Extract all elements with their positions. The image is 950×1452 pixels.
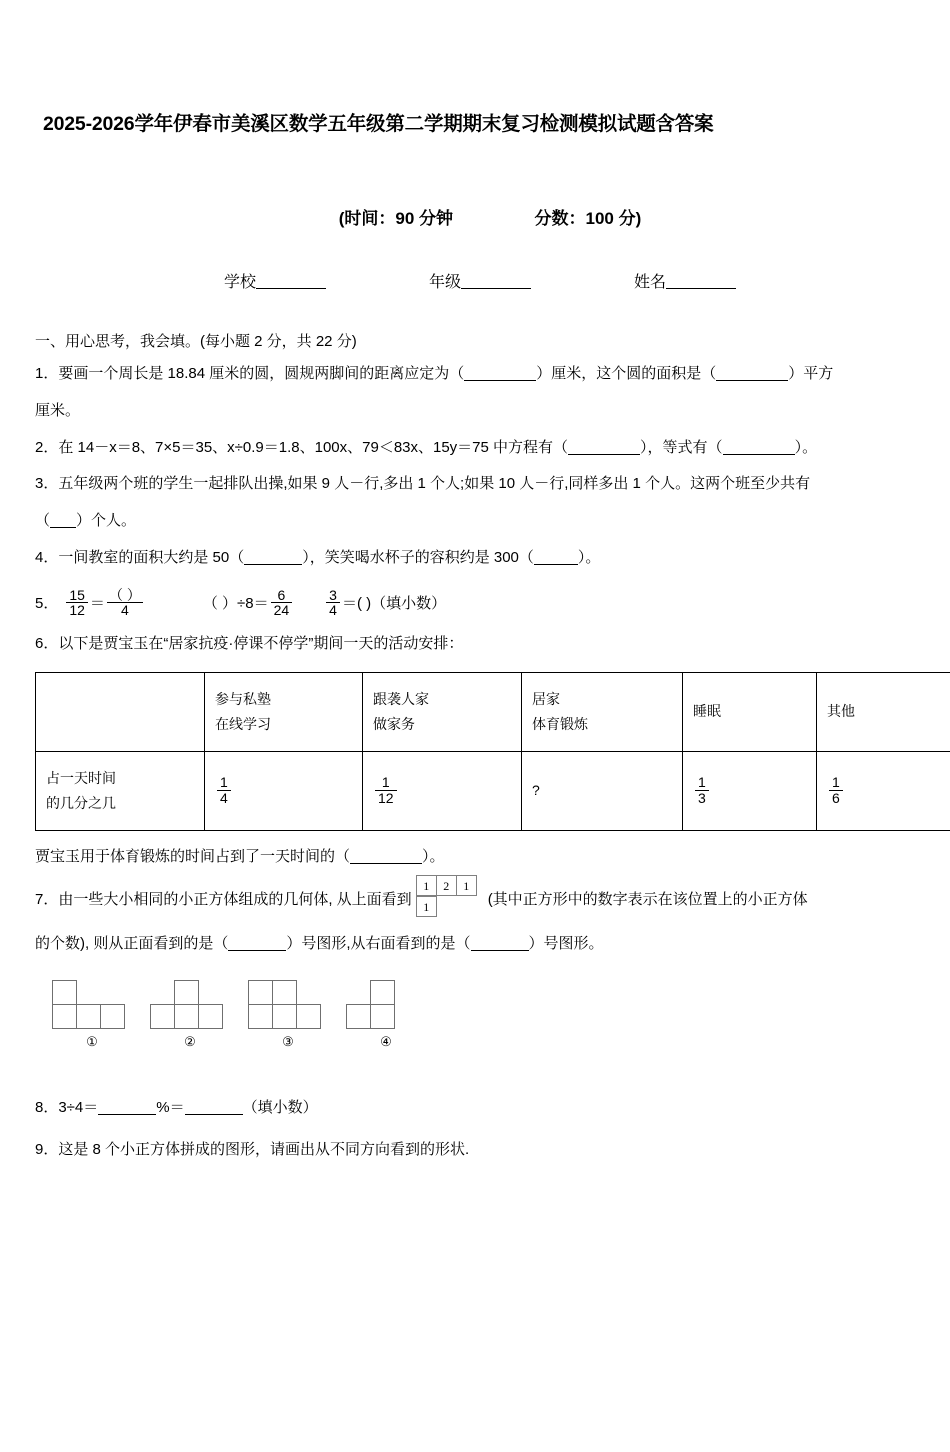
q1-blank-2[interactable] [716, 380, 788, 381]
shape-option-2 [141, 980, 239, 1050]
table-header-cell-1 [205, 672, 363, 751]
table-header-row [36, 672, 950, 751]
name-field [634, 269, 736, 292]
q4-blank-2[interactable] [534, 564, 578, 565]
shape-2-cell-r0c1 [174, 980, 199, 1005]
shape-4-cell-r0c1 [370, 980, 395, 1005]
shape-options [43, 980, 915, 1050]
q2-blank-2[interactable] [723, 454, 795, 455]
row-label-line1: 占一天时间 [46, 766, 194, 791]
question-3-cont [35, 507, 915, 535]
exam-page [0, 108, 950, 1452]
q8-text-a: 3÷4＝ [58, 1099, 98, 1116]
q5-number: 5． [35, 592, 58, 613]
q7-text-a: 由一些大小相同的小正方体组成的几何体, 从上面看到 [58, 891, 411, 908]
q7-blank-2[interactable] [471, 950, 529, 951]
q2-text-b: ），等式有（ [640, 439, 723, 456]
header-3-line2: 体育锻炼 [532, 712, 672, 737]
question-1 [35, 360, 915, 388]
name-blank[interactable] [666, 288, 736, 289]
q1-text-c: ）平方 [788, 365, 833, 382]
exam-score: 分数：100 分) [535, 209, 642, 228]
q3-text-c: ）个人。 [76, 512, 136, 529]
q7-blank-1[interactable] [228, 950, 286, 951]
q8-text-c: （填小数） [243, 1099, 318, 1116]
cell-fraction-0 [217, 775, 231, 805]
q6-number: 6． [35, 635, 58, 652]
q2-text-a: 在 14－x＝8、7×5＝35、x÷0.9＝1.8、100x、79＜83x、15y＝75 中方程有（ [58, 439, 568, 456]
shape-1-label: ① [43, 1034, 141, 1050]
question-9 [35, 1136, 915, 1164]
question-5 [35, 588, 915, 618]
shape-option-1 [43, 980, 141, 1050]
q6-blank-1[interactable] [350, 863, 422, 864]
table-header-cell-0 [36, 672, 205, 751]
grade-field [429, 269, 531, 292]
shape-4-cell-r1c0 [346, 1004, 371, 1029]
shape-3-cell-r1c0 [248, 1004, 273, 1029]
shape-3-cell-r1c1 [272, 1004, 297, 1029]
q5-frac3-numerator: 6 [271, 588, 293, 603]
q5-expr3-tail[interactable]: ＝( )（填小数） [342, 592, 446, 613]
q6-followup-a: 贾宝玉用于体育锻炼的时间占到了一天时间的（ [35, 848, 350, 865]
top-view-grid [416, 896, 484, 918]
shape-1-cell-r1c2 [100, 1004, 125, 1029]
q4-blank-1[interactable] [244, 564, 302, 565]
q8-number: 8． [35, 1099, 58, 1116]
question-8 [35, 1094, 915, 1122]
header-1-line2: 在线学习 [215, 712, 352, 737]
q5-frac2-numerator[interactable]: （ ） [107, 588, 143, 603]
cell-fraction-3 [695, 775, 709, 805]
q5-equals-1: ＝ [90, 592, 105, 613]
question-6-followup [35, 843, 915, 871]
q7-text-d: ）号图形,从右面看到的是（ [286, 935, 470, 952]
q4-text-c: ）。 [578, 549, 601, 566]
top-view-cell-r0c0: 1 [416, 875, 437, 896]
school-field [224, 269, 326, 292]
q1-text-a: 要画一个周长是 18.84 厘米的圆，圆规两脚间的距离应定为（ [58, 365, 464, 382]
table-cell-value-0 [205, 751, 363, 830]
q3-blank-1[interactable] [50, 527, 76, 528]
q5-frac2-denominator: 4 [107, 602, 143, 618]
top-view-cell-r1c0: 1 [416, 896, 437, 917]
header-5-line1: 其他 [827, 703, 855, 719]
q3-text-b: （ [35, 512, 50, 529]
q7-text-c: 的个数), 则从正面看到的是（ [35, 935, 228, 952]
top-view-cell-r0c2: 1 [456, 875, 477, 896]
shape-option-4 [337, 980, 435, 1050]
q7-number: 7． [35, 891, 58, 908]
header-2-line1: 跟袭人家 [373, 687, 511, 712]
shape-2-label: ② [141, 1034, 239, 1050]
activity-table [35, 672, 950, 831]
q5-expr2-lead[interactable]: （ ）÷8＝ [203, 592, 269, 613]
q5-frac4-numerator: 3 [326, 588, 340, 603]
q2-text-c: ）。 [795, 439, 818, 456]
shape-2-cell-r1c2 [198, 1004, 223, 1029]
table-cell-value-2: ? [522, 751, 683, 830]
grade-blank[interactable] [461, 288, 531, 289]
shape-3-cell-r0c1 [272, 980, 297, 1005]
exam-time: (时间：90 分钟 [339, 209, 453, 228]
q5-fraction-4 [326, 588, 340, 618]
cell-3-denominator: 3 [695, 790, 709, 806]
question-1-cont [35, 397, 915, 425]
shape-3-label: ③ [239, 1034, 337, 1050]
question-7 [35, 886, 915, 918]
cell-0-denominator: 4 [217, 790, 231, 806]
question-6 [35, 630, 915, 658]
q2-blank-1[interactable] [568, 454, 640, 455]
question-3 [35, 470, 915, 498]
cell-4-numerator: 1 [829, 775, 843, 790]
shape-3-grid [248, 980, 328, 1030]
school-label: 学校 [224, 274, 256, 291]
q8-text-b: %＝ [156, 1099, 184, 1116]
q5-fraction-3 [271, 588, 293, 618]
cell-1-numerator: 1 [375, 775, 397, 790]
table-cell-value-1 [363, 751, 522, 830]
q1-text-d: 厘米。 [35, 402, 80, 419]
q6-followup-b: ）。 [422, 848, 445, 865]
table-header-cell-3 [522, 672, 683, 751]
q2-number: 2． [35, 439, 58, 456]
shape-4-grid [346, 980, 426, 1030]
header-1-line1: 参与私塾 [215, 687, 352, 712]
cell-0-numerator: 1 [217, 775, 231, 790]
cell-fraction-4 [829, 775, 843, 805]
question-4 [35, 544, 915, 572]
school-blank[interactable] [256, 288, 326, 289]
q4-text-a: 一间教室的面积大约是 50（ [58, 549, 244, 566]
shape-1-cell-r1c0 [52, 1004, 77, 1029]
q8-blank-1[interactable] [98, 1114, 156, 1115]
q9-number: 9． [35, 1141, 58, 1158]
q5-frac1-numerator: 15 [66, 588, 88, 603]
q1-blank-1[interactable] [464, 380, 536, 381]
table-header-cell-2 [363, 672, 522, 751]
q9-text: 这是 8 个小正方体拼成的图形，请画出从不同方向看到的形状. [58, 1141, 469, 1158]
q5-frac4-denominator: 4 [326, 602, 340, 618]
q5-frac3-denominator: 24 [271, 602, 293, 618]
cell-4-denominator: 6 [829, 790, 843, 806]
identity-line [35, 269, 915, 292]
q7-text-b: (其中正方形中的数字表示在该位置上的小正方体 [488, 891, 808, 908]
cell-1-denominator: 12 [375, 790, 397, 806]
header-4-line1: 睡眠 [693, 703, 721, 719]
q5-fraction-2[interactable] [107, 588, 143, 618]
section-heading: 一、用心思考，我会填。(每小题 2 分，共 22 分) [35, 330, 915, 351]
table-header-cell-4 [683, 672, 817, 751]
q3-text-a: 五年级两个班的学生一起排队出操,如果 9 人－行,多出 1 个人;如果 10 人－行,同样多出 1 个人。这两个班至少共有 [58, 475, 810, 492]
q5-fraction-1 [66, 588, 88, 618]
q1-number: 1． [35, 365, 58, 382]
shape-1-cell-r0c0 [52, 980, 77, 1005]
table-cell-value-4 [817, 751, 950, 830]
shape-4-cell-r1c1 [370, 1004, 395, 1029]
shape-2-cell-r1c1 [174, 1004, 199, 1029]
q3-number: 3． [35, 475, 58, 492]
header-3-line1: 居家 [532, 687, 672, 712]
q6-prompt: 以下是贾宝玉在“居家抗疫·停课不停学”期间一天的活动安排： [58, 635, 463, 652]
shape-2-cell-r1c0 [150, 1004, 175, 1029]
shape-2-grid [150, 980, 230, 1030]
row-label-line2: 的几分之几 [46, 791, 194, 816]
q7-text-e: ）号图形。 [529, 935, 604, 952]
shape-1-grid [52, 980, 132, 1030]
question-2 [35, 434, 915, 462]
q5-frac1-denominator: 12 [66, 602, 88, 618]
table-header-cell-5 [817, 672, 950, 751]
table-cell-value-3 [683, 751, 817, 830]
shape-3-cell-r0c0 [248, 980, 273, 1005]
shape-1-cell-r1c1 [76, 1004, 101, 1029]
q4-text-b: ），笑笑喝水杯子的容积约是 300（ [302, 549, 534, 566]
q4-number: 4． [35, 549, 58, 566]
grade-label: 年级 [429, 274, 461, 291]
q8-blank-2[interactable] [185, 1114, 243, 1115]
page-title: 2025-2026学年伊春市美溪区数学五年级第二学期期末复习检测模拟试题含答案 [35, 108, 915, 136]
table-row-label [36, 751, 205, 830]
question-7-cont [35, 930, 915, 958]
shape-option-3 [239, 980, 337, 1050]
shape-4-label: ④ [337, 1034, 435, 1050]
name-label: 姓名 [634, 274, 666, 291]
table-data-row [36, 751, 950, 830]
shape-3-cell-r1c2 [296, 1004, 321, 1029]
cell-fraction-1 [375, 775, 397, 805]
top-view-cell-r0c1: 2 [436, 875, 457, 896]
cell-3-numerator: 1 [695, 775, 709, 790]
exam-meta-line [35, 204, 915, 229]
q1-text-b: ）厘米，这个圆的面积是（ [536, 365, 716, 382]
header-2-line2: 做家务 [373, 712, 511, 737]
